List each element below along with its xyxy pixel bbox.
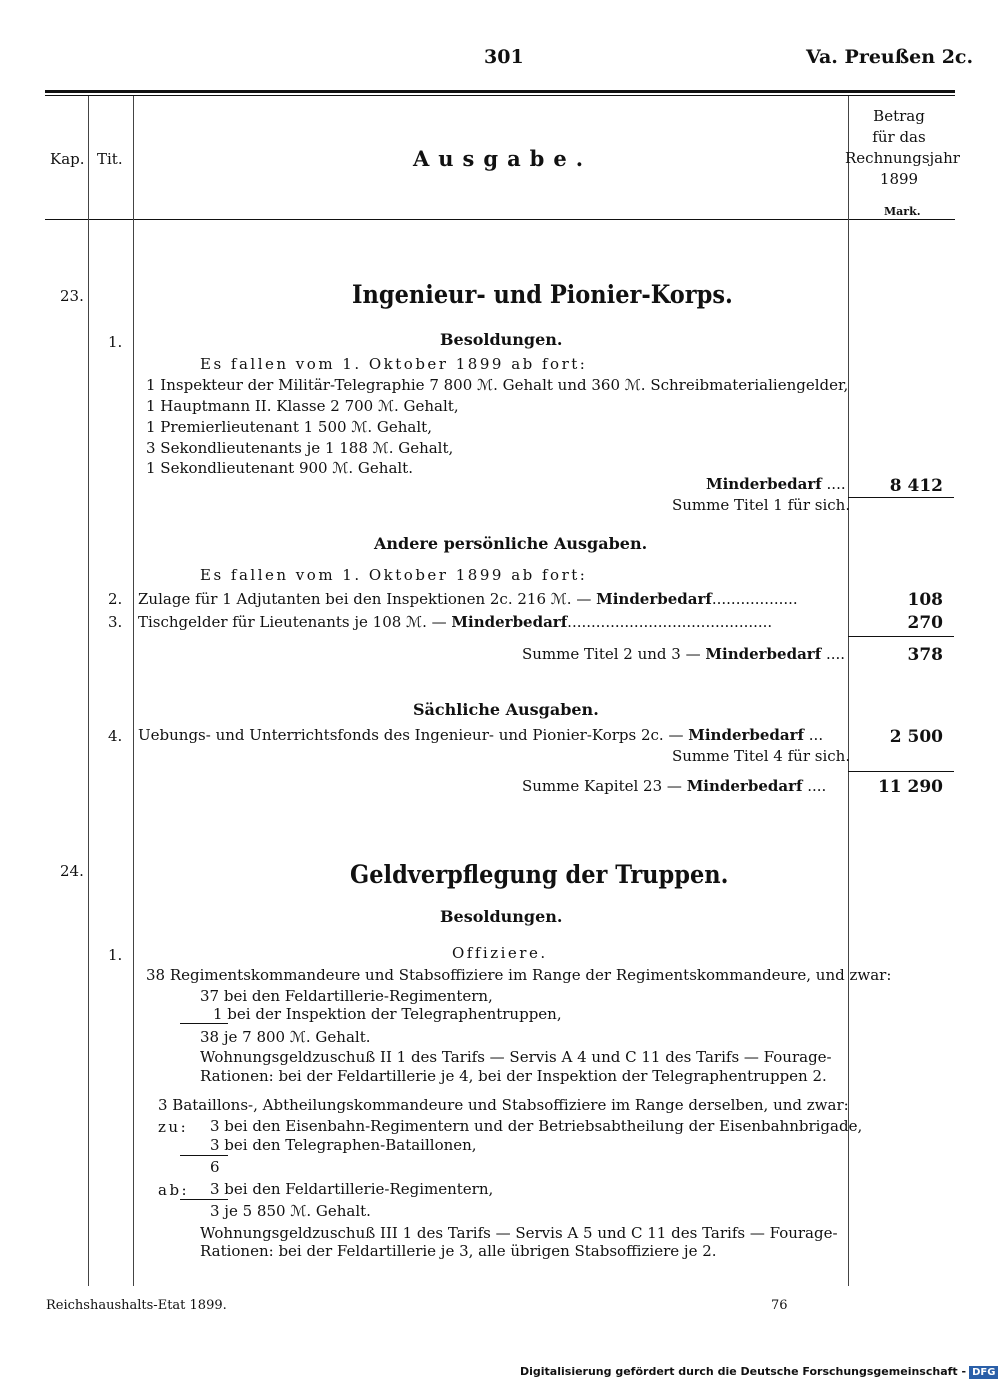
leader-dots: ... [808,726,824,744]
amount-value: 378 [907,645,943,665]
omission-intro: Es fallen vom 1. Oktober 1899 ab fort: [200,355,588,373]
sum-text: Summe Titel 2 und 3 — [522,645,701,663]
betrag-line: Betrag [873,107,925,125]
ab-label: ab: [158,1181,190,1199]
omission-line: 1 Sekondlieutenant 900 ℳ. Gehalt. [146,459,413,477]
sum-text: Summe Kapitel 23 — [522,777,682,795]
subsection-heading: Sächliche Ausgaben. [413,700,599,719]
sum-underline [180,1199,228,1200]
minderbedarf-label: Minderbedarf [686,777,803,795]
body-line: 37 bei den Feldartillerie-Regimentern, [200,987,493,1005]
chapter-sum-row [522,777,826,795]
sum-underline [180,1155,228,1156]
subsection-heading: Andere persönliche Ausgaben. [374,534,648,553]
sum-row [522,645,845,663]
minderbedarf-label: Minderbedarf [705,645,822,663]
amount-value: 11 290 [877,777,943,797]
zu-label: zu: [158,1118,189,1136]
kap-column-header: Kap. [50,150,85,168]
minderbedarf-label: Minderbedarf [688,726,804,744]
line-item-text: Uebungs- und Unterrichtsfonds des Ingenieur- und Pionier-Korps 2c. — [138,726,684,744]
amount-rule [848,771,954,772]
body-line: 1 bei der Inspektion der Telegraphentruppen, [213,1005,562,1023]
sum-underline [180,1023,228,1024]
title-number: 1. [108,946,123,964]
amount-value: 108 [907,590,943,610]
section-reference: Va. Preußen 2c. [806,46,974,68]
omission-line: 1 Inspekteur der Militär-Telegraphie 7 800 ℳ. Gehalt und 360 ℳ. Schreibmaterialiengelder, [146,376,849,394]
footer-left: Reichshaushalts-Etat 1899. [46,1298,227,1313]
leader-dots: .... [826,475,846,493]
betrag-line: Rechnungsjahr [845,149,960,167]
header-bottom-rule [45,219,955,220]
line-item-text: Zulage für 1 Adjutanten bei den Inspektionen 2c. 216 ℳ. — [138,590,592,608]
body-line: 3 bei den Telegraphen-Bataillonen, [210,1136,477,1154]
amount-rule [848,497,954,498]
sum-note: Summe Titel 4 für sich. [672,747,851,765]
leader-dots: ........................................... [567,613,773,631]
line-item [138,590,798,608]
dfg-logo: DFG [969,1366,998,1379]
body-line: 3 je 5 850 ℳ. Gehalt. [210,1202,371,1220]
amount-rule [848,636,954,637]
leader-dots: .................. [711,590,798,608]
leader-dots: .... [825,645,846,663]
minderbedarf-label: Minderbedarf [596,590,712,608]
betrag-column-header [845,106,960,190]
credit-text: Digitalisierung gefördert durch die Deutsche Forschungsgemeinschaft - [520,1365,967,1378]
line-item-text: Tischgelder für Lieutenants je 108 ℳ. — [138,613,447,631]
chapter-number: 23. [60,287,84,305]
title-number: 4. [108,727,123,745]
unit-label: Mark. [884,205,921,218]
line-item [138,726,823,744]
omission-line: 1 Hauptmann II. Klasse 2 700 ℳ. Gehalt, [146,397,459,415]
body-line: Rationen: bei der Feldartillerie je 3, alle übrigen Stabsoffiziere je 2. [200,1242,717,1260]
body-line: Wohnungsgeldzuschuß II 1 des Tarifs — Servis A 4 und C 11 des Tarifs — Fourage- [200,1048,832,1066]
line-item [138,613,772,631]
page-number: 301 [484,46,524,68]
category-heading: Offiziere. [452,944,548,962]
tit-column-divider [133,96,134,1286]
chapter-title: Ingenieur- und Pionier-Korps. [352,280,733,309]
body-line: 38 je 7 800 ℳ. Gehalt. [200,1028,371,1046]
body-line: Wohnungsgeldzuschuß III 1 des Tarifs — Servis A 5 und C 11 des Tarifs — Fourage- [200,1224,838,1242]
betrag-line: 1899 [879,170,919,188]
amount-value: 8 412 [889,476,943,496]
omission-line: 3 Sekondlieutenants je 1 188 ℳ. Gehalt, [146,439,454,457]
title-number: 3. [108,613,123,631]
ausgabe-heading: Ausgabe. [413,146,593,171]
kap-column-divider [88,96,89,1286]
footer-page-number: 76 [771,1298,788,1313]
minderbedarf-label: Minderbedarf [706,475,822,493]
sum-note: Summe Titel 1 für sich. [672,496,851,514]
amount-value: 2 500 [889,727,943,747]
title-number: 1. [108,333,123,351]
top-thin-rule [45,95,955,96]
subsection-heading: Besoldungen. [440,907,563,926]
tit-column-header: Tit. [97,150,123,168]
betrag-line: für das [872,128,926,146]
body-line: 6 [210,1158,220,1176]
omission-intro: Es fallen vom 1. Oktober 1899 ab fort: [200,566,588,584]
body-line: 3 bei den Feldartillerie-Regimentern, [210,1180,494,1198]
minderbedarf-label: Minderbedarf [451,613,568,631]
digitization-credit [520,1365,998,1379]
body-line: 3 bei den Eisenbahn-Regimentern und der Betriebsabtheilung der Eisenbahnbrigade, [210,1117,863,1135]
amount-value: 270 [907,613,943,633]
omission-line: 1 Premierlieutenant 1 500 ℳ. Gehalt, [146,418,432,436]
body-line: Rationen: bei der Feldartillerie je 4, bei der Inspektion der Telegraphentruppen 2. [200,1067,827,1085]
body-line: 3 Bataillons-, Abtheilungskommandeure und Stabsoffiziere im Range derselben, und zwar: [158,1096,849,1114]
leader-dots: .... [807,777,827,795]
title-number: 2. [108,590,123,608]
chapter-number: 24. [60,862,84,880]
top-double-rule [45,90,955,93]
subsection-heading: Besoldungen. [440,330,563,349]
body-line: 38 Regimentskommandeure und Stabsoffiziere im Range der Regimentskommandeure, und zwar: [146,966,892,984]
chapter-title: Geldverpflegung der Truppen. [350,860,729,889]
